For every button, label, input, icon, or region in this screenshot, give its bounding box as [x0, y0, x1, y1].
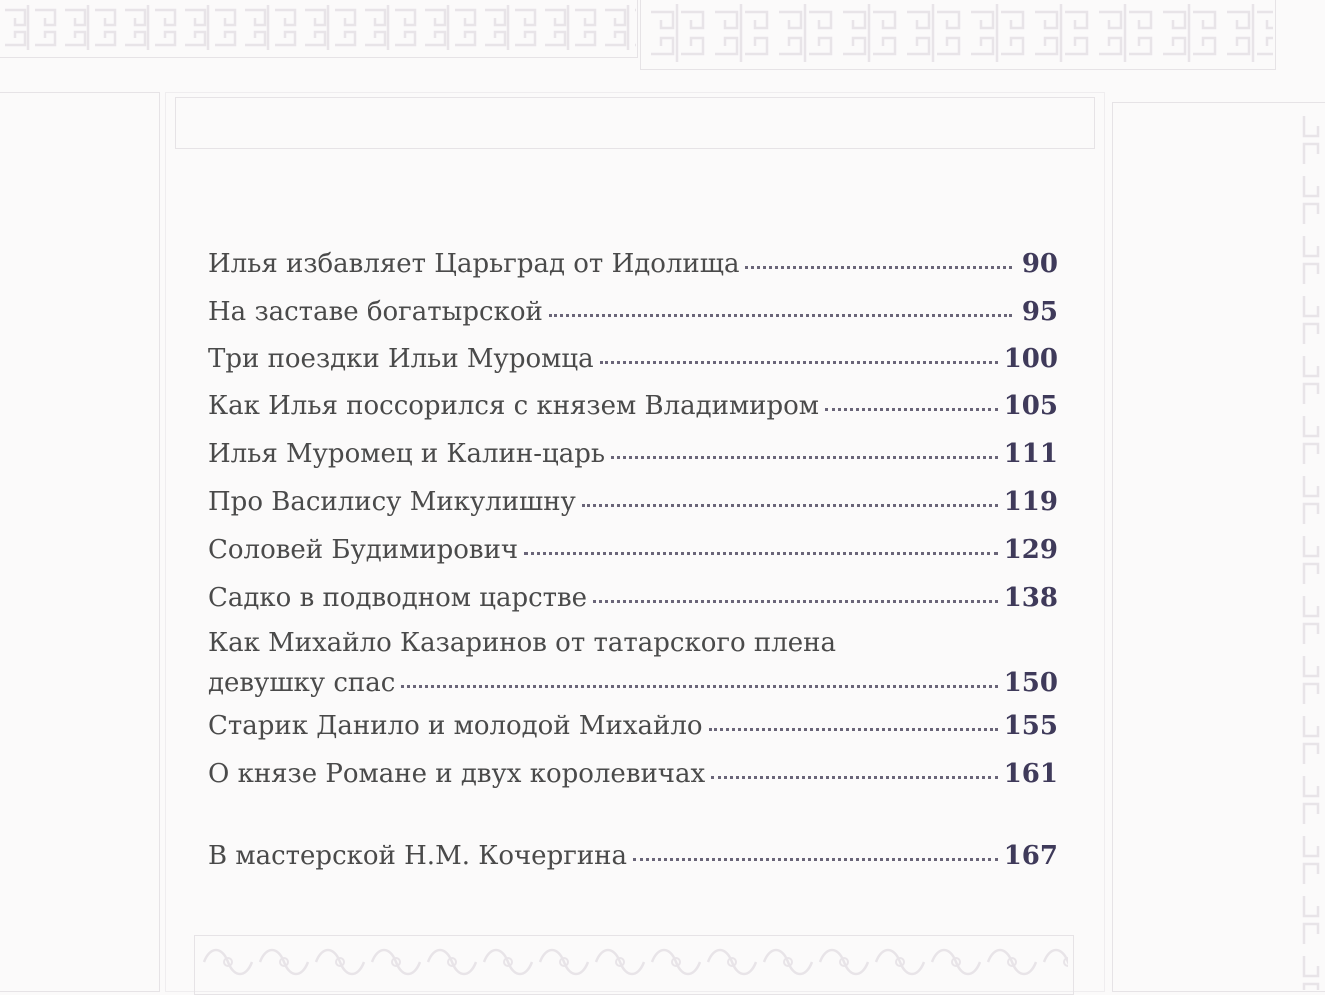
- toc-title-first-line: Как Михайло Казаринов от татарского плена: [208, 628, 836, 658]
- right-side-ornament: [1300, 110, 1325, 990]
- left-margin-frame: [0, 92, 160, 992]
- toc-title: Как Илья поссорился с князем Владимиром: [208, 391, 820, 421]
- right-margin-frame: [1112, 102, 1325, 992]
- toc-line: [208, 244, 1058, 284]
- toc-title: Соловей Будимирович: [208, 535, 519, 565]
- top-right-ornament: [645, 0, 1273, 66]
- toc-entry[interactable]: [208, 530, 1058, 570]
- toc-leader-dots: [745, 261, 1012, 269]
- toc-leader-dots: [825, 403, 998, 411]
- ornament-pattern-icon: [1300, 110, 1325, 990]
- toc-line: [208, 434, 1058, 474]
- toc-line: [208, 482, 1058, 522]
- toc-leader-dots: [524, 547, 998, 555]
- toc-entry[interactable]: [208, 482, 1058, 522]
- bottom-ornament: [200, 940, 1068, 985]
- toc-line: [208, 578, 1058, 618]
- toc-leader-dots: [582, 499, 998, 507]
- toc-leader-dots: [593, 595, 998, 603]
- top-left-ornament: [0, 0, 636, 55]
- toc-title: В мастерской Н.М. Кочергина: [208, 841, 627, 871]
- toc-page-number: 111: [1003, 439, 1058, 469]
- toc-page-number: 150: [1003, 668, 1058, 698]
- toc-title: девушку спас: [208, 668, 396, 698]
- toc-line: [208, 663, 1058, 703]
- toc-page-number: 100: [1003, 344, 1058, 374]
- ornament-pattern-icon: [0, 0, 636, 55]
- toc-leader-dots: [600, 356, 998, 364]
- toc-page-number: 95: [1021, 297, 1058, 327]
- toc-title: На заставе богатырской: [208, 297, 543, 327]
- toc-title: Старик Данило и молодой Михайло: [208, 711, 703, 741]
- toc-entry[interactable]: [208, 754, 1058, 794]
- toc-page-number: 167: [1003, 841, 1058, 871]
- toc-entry[interactable]: [208, 578, 1058, 618]
- toc-line: [208, 339, 1058, 379]
- toc-leader-dots: [711, 771, 998, 779]
- toc-leader-dots: [709, 723, 998, 731]
- toc-entry[interactable]: [208, 836, 1058, 876]
- toc-entry[interactable]: [208, 434, 1058, 474]
- toc-title: Илья избавляет Царьград от Идолища: [208, 249, 740, 279]
- toc-line: [208, 386, 1058, 426]
- ornament-pattern-icon: [200, 940, 1068, 985]
- toc-line: [208, 530, 1058, 570]
- toc-title: Три поездки Ильи Муромца: [208, 344, 594, 374]
- toc-line: [208, 836, 1058, 876]
- toc-title: Про Василису Микулишну: [208, 487, 576, 517]
- toc-page-number: 138: [1003, 583, 1058, 613]
- toc-leader-dots: [401, 680, 997, 688]
- toc-entry[interactable]: [208, 706, 1058, 746]
- toc-page-number: 161: [1003, 759, 1058, 789]
- toc-entry[interactable]: [208, 244, 1058, 284]
- toc-leader-dots: [611, 451, 998, 459]
- toc-leader-dots: [633, 853, 998, 861]
- ornament-pattern-icon: [645, 0, 1273, 66]
- toc-page-number: 105: [1003, 391, 1058, 421]
- toc-line: [208, 754, 1058, 794]
- toc-page-number: 119: [1003, 487, 1058, 517]
- toc-entry[interactable]: [208, 339, 1058, 379]
- toc-entry[interactable]: [208, 386, 1058, 426]
- toc-entry[interactable]: [208, 292, 1058, 332]
- toc-line: [208, 706, 1058, 746]
- toc-entry-two-line[interactable]: [208, 623, 1058, 711]
- toc-title: Илья Муромец и Калин-царь: [208, 439, 606, 469]
- toc-title: Садко в подводном царстве: [208, 583, 588, 613]
- toc-line: [208, 292, 1058, 332]
- toc-page-number: 155: [1003, 711, 1058, 741]
- toc-title: О князе Романе и двух королевичах: [208, 759, 706, 789]
- toc-leader-dots: [549, 309, 1012, 317]
- toc-page-number: 129: [1003, 535, 1058, 565]
- toc-page-number: 90: [1021, 249, 1058, 279]
